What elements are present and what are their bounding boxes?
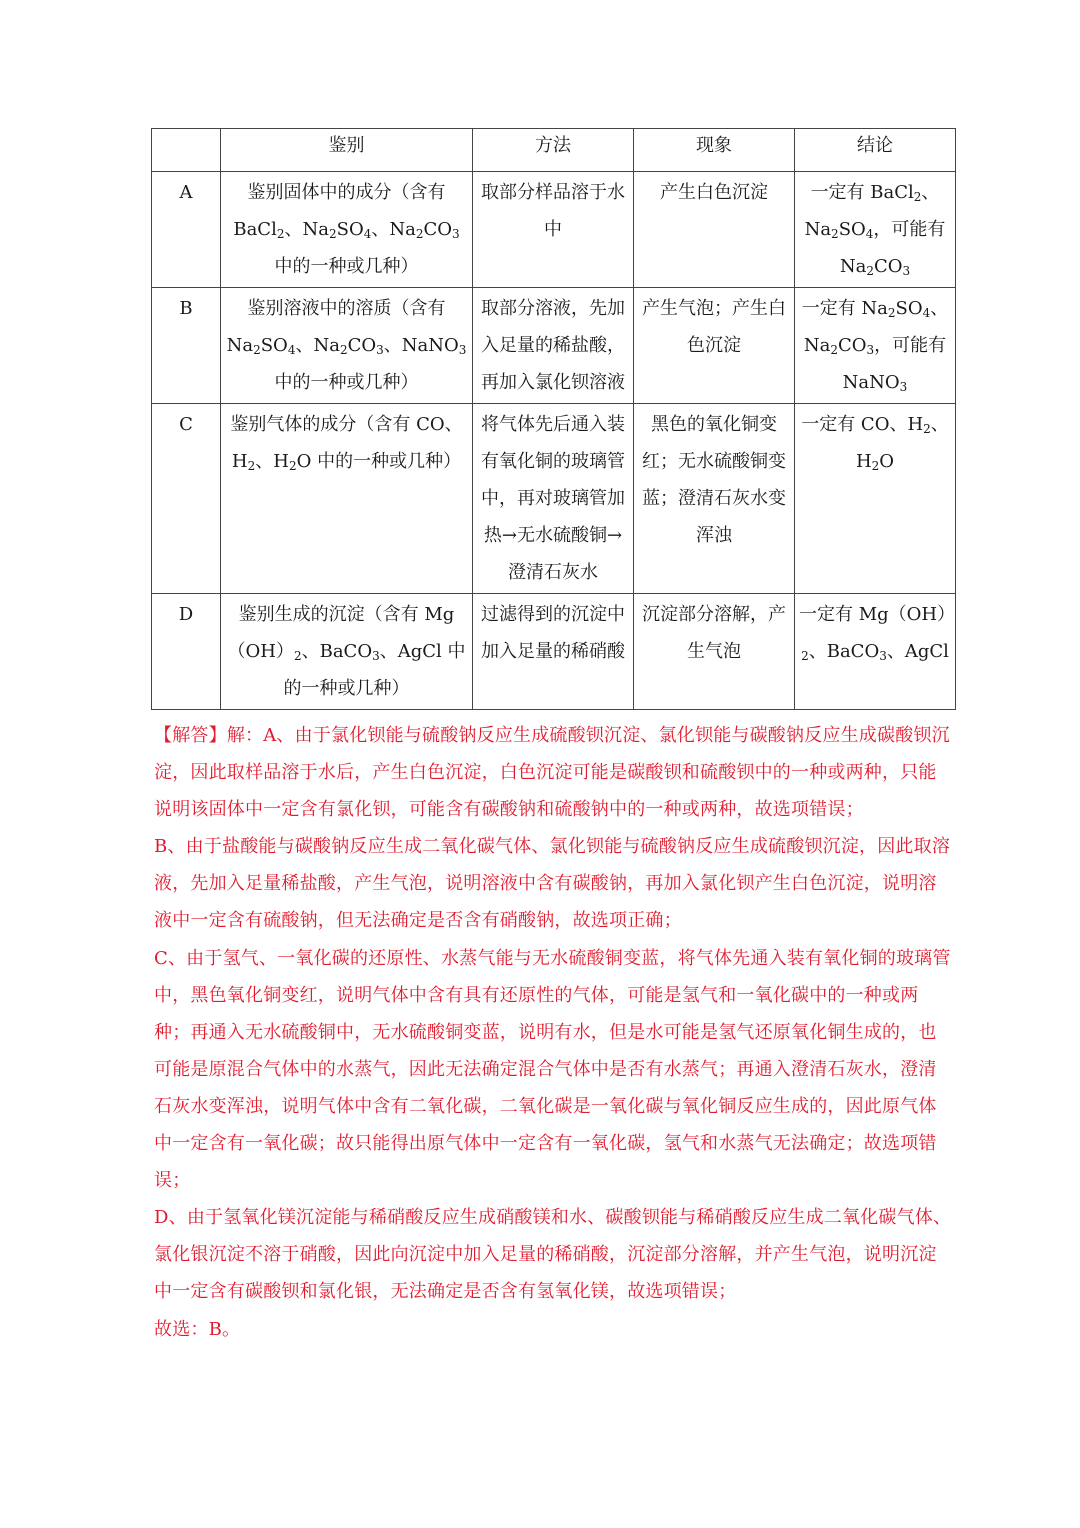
method-cell: 取部分溶液，先加入足量的稀盐酸，再加入氯化钡溶液 [473, 288, 634, 404]
phenomenon-cell: 沉淀部分溶解，产生气泡 [634, 594, 795, 710]
method-cell: 过滤得到的沉淀中加入足量的稀硝酸 [473, 594, 634, 710]
row-label: B [152, 288, 221, 404]
header-identify: 鉴别 [221, 129, 473, 172]
header-conclusion: 结论 [795, 129, 956, 172]
table-row [152, 404, 956, 594]
answer-section [154, 717, 954, 1348]
answer-paragraph-c: C、由于氢气、一氧化碳的还原性、水蒸气能与无水硫酸铜变蓝，将气体先通入装有氧化铜的玻璃管中，黑色氧化铜变红，说明气体中含有具有还原性的气体，可能是氢气和一氧化碳中的一种或两种；再通入无水硫酸铜中，无水硫酸铜变蓝，说明有水，但是水可能是氢气还原氧化铜生成的，也可能是原混合气体中的水蒸气，因此无法确定混合气体中是否有水蒸气；再通入澄清石灰水，澄清石灰水变浑浊，说明气体中含有二氧化碳，二氧化碳是一氧化碳与氧化铜反应生成的，因此原气体中一定含有一氧化碳；故只能得出原气体中一定含有一氧化碳，氢气和水蒸气无法确定；故选项错误； [154, 947, 951, 1192]
row-label: C [152, 404, 221, 594]
phenomenon-cell: 黑色的氧化铜变红；无水硫酸铜变蓝；澄清石灰水变浑浊 [634, 404, 795, 594]
table-row [152, 594, 956, 710]
answer-paragraph-d: D、由于氢氧化镁沉淀能与稀硝酸反应生成硝酸镁和水、碳酸钡能与稀硝酸反应生成二氧化碳气体、氯化银沉淀不溶于硝酸，因此向沉淀中加入足量的稀硝酸，沉淀部分溶解，并产生气泡，说明沉淀中一定含有碳酸钡和氯化银，无法确定是否含有氢氧化镁，故选项错误； [154, 1207, 952, 1303]
answer-paragraph-b: B、由于盐酸能与碳酸钠反应生成二氧化碳气体、氯化钡能与硫酸钠反应生成硫酸钡沉淀，因此取溶液，先加入足量稀盐酸，产生气泡，说明溶液中含有碳酸钠，再加入氯化钡产生白色沉淀，说明溶液中一定含有硫酸钠，但无法确定是否含有硝酸钠，故选项正确； [154, 836, 951, 932]
conclusion-cell: 一定有 $Mg(OH)_2$、BaCO$_3$、AgCl [795, 594, 956, 710]
conclusion-cell: 一定有 $Na_2SO_4$、$Na_2CO_3$，可能有NaNO$_3$ [795, 288, 956, 404]
identify-cell: 鉴别生成的沉淀（含有 $Mg(OH)_2$、BaCO$_3$、AgCl 中的一种或几种） [221, 594, 473, 710]
method-cell: 将气体先后通入装有氧化铜的玻璃管中，再对玻璃管加热→无水硫酸铜→澄清石灰水 [473, 404, 634, 594]
phenomenon-cell: 产生白色沉淀 [634, 172, 795, 288]
identify-cell: 鉴别气体的成分（含有 CO、$H_2$、$H_2O$ 中的一种或几种） [221, 404, 473, 594]
table-header-row [152, 129, 956, 172]
phenomenon-cell: 产生气泡；产生白色沉淀 [634, 288, 795, 404]
conclusion-cell: 一定有 BaCl$_2$、$Na_2SO_4$，可能有 $Na_2CO_3$ [795, 172, 956, 288]
header-phenomenon: 现象 [634, 129, 795, 172]
answer-heading: 【解答】 [154, 725, 227, 746]
question-table [151, 128, 956, 710]
row-label: D [152, 594, 221, 710]
answer-text-a: 解：A、由于氯化钡能与硫酸钠反应生成硫酸钡沉淀、氯化钡能与碳酸钠反应生成碳酸钡沉淀，因此取样品溶于水后，产生白色沉淀，白色沉淀可能是碳酸钡和硫酸钡中的一种或两种，只能说明该固体中一定含有氯化钡，可能含有碳酸钠和硫酸钠中的一种或两种，故选项错误； [154, 725, 950, 821]
header-method: 方法 [473, 129, 634, 172]
conclusion-cell: 一定有 CO、$H_2$、$H_2O$ [795, 404, 956, 594]
identify-cell: 鉴别溶液中的溶质（含有 $Na_2SO_4$、$Na_2CO_3$、NaNO$_3$ 中的一种或几种） [221, 288, 473, 404]
answer-paragraph-a [154, 717, 954, 828]
row-label: A [152, 172, 221, 288]
table-row [152, 288, 956, 404]
table-row [152, 172, 956, 288]
method-cell: 取部分样品溶于水中 [473, 172, 634, 288]
answer-final: 故选：B。 [154, 1318, 241, 1340]
header-blank [152, 129, 221, 172]
identify-cell: 鉴别固体中的成分（含有 BaCl$_2$、$Na_2SO_4$、$Na_2CO_3$ 中的一种或几种） [221, 172, 473, 288]
